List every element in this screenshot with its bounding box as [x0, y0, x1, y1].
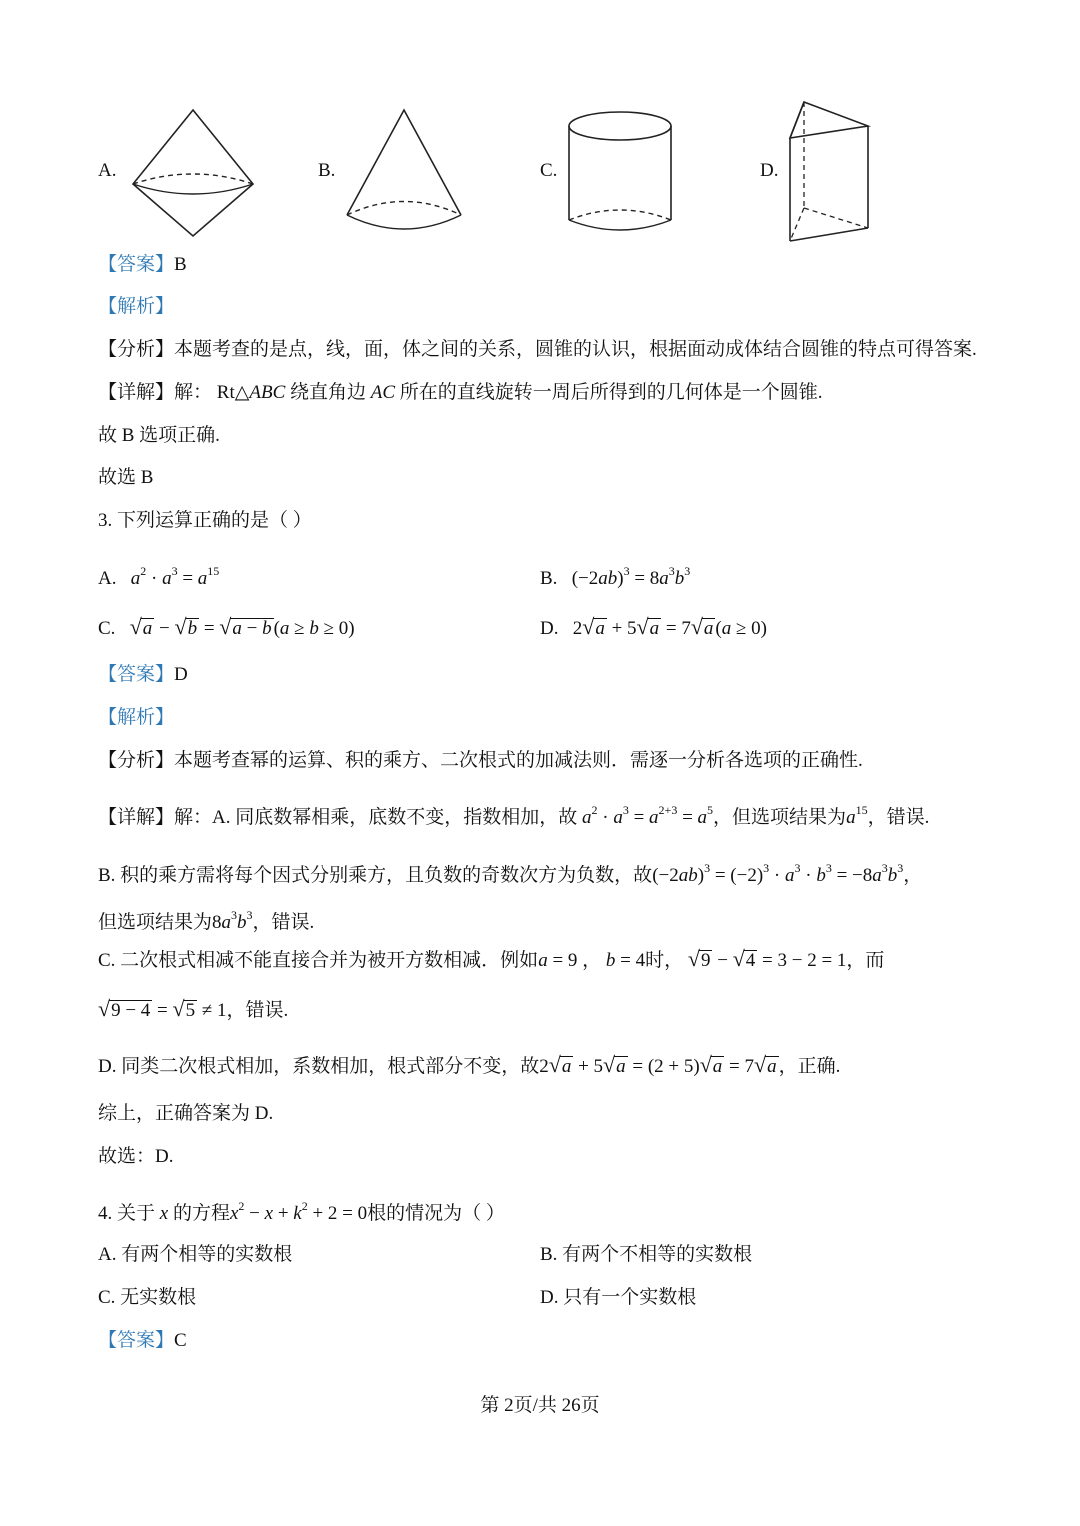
xiangjie-a-end: ，错误. [867, 807, 930, 828]
page-footer: 第 2页/共 26页 [480, 1395, 600, 1416]
d-math: 2√a + 5√a = (2 + 5)√a = 7√a [539, 1052, 777, 1077]
q3-summary: 综上，正确答案为 D. [98, 1103, 274, 1124]
q3-xiangjie-c [98, 946, 884, 974]
q4-stem-prefix: 4. 关于 [98, 1203, 156, 1224]
c-example: a = 9 ， b = 4 [538, 950, 646, 971]
fenxi-text: 本题考查幂的运算、积的乘方、二次根式的加减法则．需逐一分析各选项的正确性. [174, 750, 863, 771]
fenxi-text: 本题考查的是点，线，面，体之间的关系，圆锥的认识，根据面动成体结合圆锥的特点可得答案. [174, 339, 977, 360]
q3-choose: 故选：D. [98, 1146, 174, 1167]
q3-option-b [540, 558, 690, 592]
xiangjie-a-math: $a^2 \cdot a^3 = a^{2+3} = a^5$ [582, 803, 714, 828]
q4-option-b: B. 有两个不相等的实数根 [540, 1244, 753, 1265]
b-line2-math: $8a^3b^3$ [212, 908, 253, 933]
xiangjie-prefix: 解： [174, 382, 213, 403]
xiangjie-a-mid: ，但选项结果为 [713, 807, 847, 828]
q4-stem-mid: 的方程 [172, 1203, 230, 1224]
b-line2-end: ，错误. [252, 912, 315, 933]
q3-xiangjie-b2 [98, 902, 314, 936]
answer-value: B [174, 254, 187, 275]
opt-a-label: A. [98, 568, 117, 589]
answer-value: C [174, 1330, 187, 1351]
fenxi-tag: 【分析】 [98, 339, 175, 360]
answer-value: D [174, 664, 188, 685]
q4-stem: 4. 关于 x 的方程$x^2 - x + k^2 + 2 = 0$根的情况为（ ） [98, 1199, 505, 1224]
double-cone-figure [128, 108, 258, 240]
q3-stem: 3. 下列运算正确的是（ ） [98, 510, 312, 531]
rt-triangle: Rt△ [216, 382, 250, 403]
opt-b-math: $(-2ab)^3 = 8a^3b^3$ [571, 564, 691, 589]
c-prefix: C. 二次根式相减不能直接合并为被开方数相减．例如 [98, 950, 539, 971]
cone-figure [344, 108, 464, 234]
answer-tag: 【答案】 [98, 664, 175, 685]
xiangjie-a-prefix: 解：A. 同底数幂相乘，底数不变，指数相加，故 [174, 807, 578, 828]
cylinder-figure [565, 108, 675, 238]
q3-fenxi [98, 748, 863, 774]
fenxi-tag: 【分析】 [98, 750, 175, 771]
c-end: ，而 [846, 950, 885, 971]
xiangjie-tag: 【详解】 [98, 382, 175, 403]
triangular-prism-figure [786, 98, 872, 244]
answer-tag: 【答案】 [98, 254, 175, 275]
q2-xiangjie [98, 380, 823, 406]
q3-option-a [98, 558, 219, 592]
q3-answer [98, 662, 188, 688]
q2-conclusion: 故 B 选项正确. [98, 425, 220, 446]
q3-xiangjie-d [98, 1052, 840, 1080]
xiangjie-mid: 绕直角边 [290, 382, 367, 403]
q4-option-c: C. 无实数根 [98, 1287, 197, 1308]
q2-analysis-heading [98, 294, 174, 320]
analysis-tag: 【解析】 [98, 707, 175, 728]
ac: AC [370, 382, 396, 403]
q4-answer [98, 1328, 187, 1354]
c-math: √9 − √4 = 3 − 2 = 1 [687, 946, 847, 971]
c-line2-end: ，错误. [226, 1000, 289, 1021]
analysis-tag: 【解析】 [98, 296, 175, 317]
opt-c-label: C. [98, 618, 116, 639]
opt-a-math: $a^2 \cdot a^3 = a^{15}$ [130, 564, 220, 589]
option-c-label: C. [540, 160, 558, 181]
xiangjie-b-math: $(-2ab)^3 = (-2)^3 \cdot a^3 \cdot b^3 = -8a^3b^3$ [652, 861, 904, 886]
q4-option-a: A. 有两个相等的实数根 [98, 1244, 293, 1265]
q3-analysis-heading [98, 705, 174, 731]
c-line2-math: √9 − 4 = √5 ≠ 1 [98, 996, 227, 1021]
q2-choose: 故选 B [98, 467, 154, 488]
q4-stem-end: 根的情况为（ ） [367, 1203, 505, 1224]
xiangjie-tag: 【详解】 [98, 807, 175, 828]
answer-tag: 【答案】 [98, 1330, 175, 1351]
c-mid: 时， [645, 950, 684, 971]
d-end: ，正确. [778, 1056, 841, 1077]
q3-option-c [98, 614, 355, 642]
q3-option-d [540, 614, 767, 642]
q2-fenxi [98, 337, 977, 363]
q4-equation: $x^2 - x + k^2 + 2 = 0$ [229, 1199, 368, 1224]
b-line2-prefix: 但选项结果为 [98, 912, 213, 933]
q3-xiangjie-c2 [98, 996, 288, 1024]
q4-option-d: D. 只有一个实数根 [540, 1287, 697, 1308]
opt-b-label: B. [540, 568, 558, 589]
opt-d-math: 2√a + 5√a = 7√a (a ≥ 0) [572, 614, 767, 639]
d-prefix: D. 同类二次根式相加，系数相加，根式部分不变，故 [98, 1056, 540, 1077]
option-d-label: D. [760, 160, 779, 181]
option-b-label: B. [318, 160, 336, 181]
b-prefix: B. 积的乘方需将每个因式分别乘方，且负数的奇数次方为负数，故 [98, 865, 653, 886]
q3-xiangjie-b: B. 积的乘方需将每个因式分别乘方，且负数的奇数次方为负数，故$(-2ab)^3 = (-2)^3 \cdot a^3 \cdot b^3 = -8a^3b^3$， [98, 861, 923, 886]
opt-d-label: D. [540, 618, 559, 639]
abc: ABC [249, 382, 286, 403]
q2-answer [98, 252, 187, 278]
xiangjie-rest: 所在的直线旋转一周后所得到的几何体是一个圆锥. [399, 382, 823, 403]
option-a-label: A. [98, 160, 117, 181]
q3-xiangjie-a: 【详解】解：A. 同底数幂相乘，底数不变，指数相加，故 $a^2 \cdot a^3 = a^{2+3} = a^5$，但选项结果为$a^{15}$，错误. [98, 803, 930, 828]
opt-c-math: √a − √b = √a − b (a ≥ b ≥ 0) [129, 614, 355, 639]
